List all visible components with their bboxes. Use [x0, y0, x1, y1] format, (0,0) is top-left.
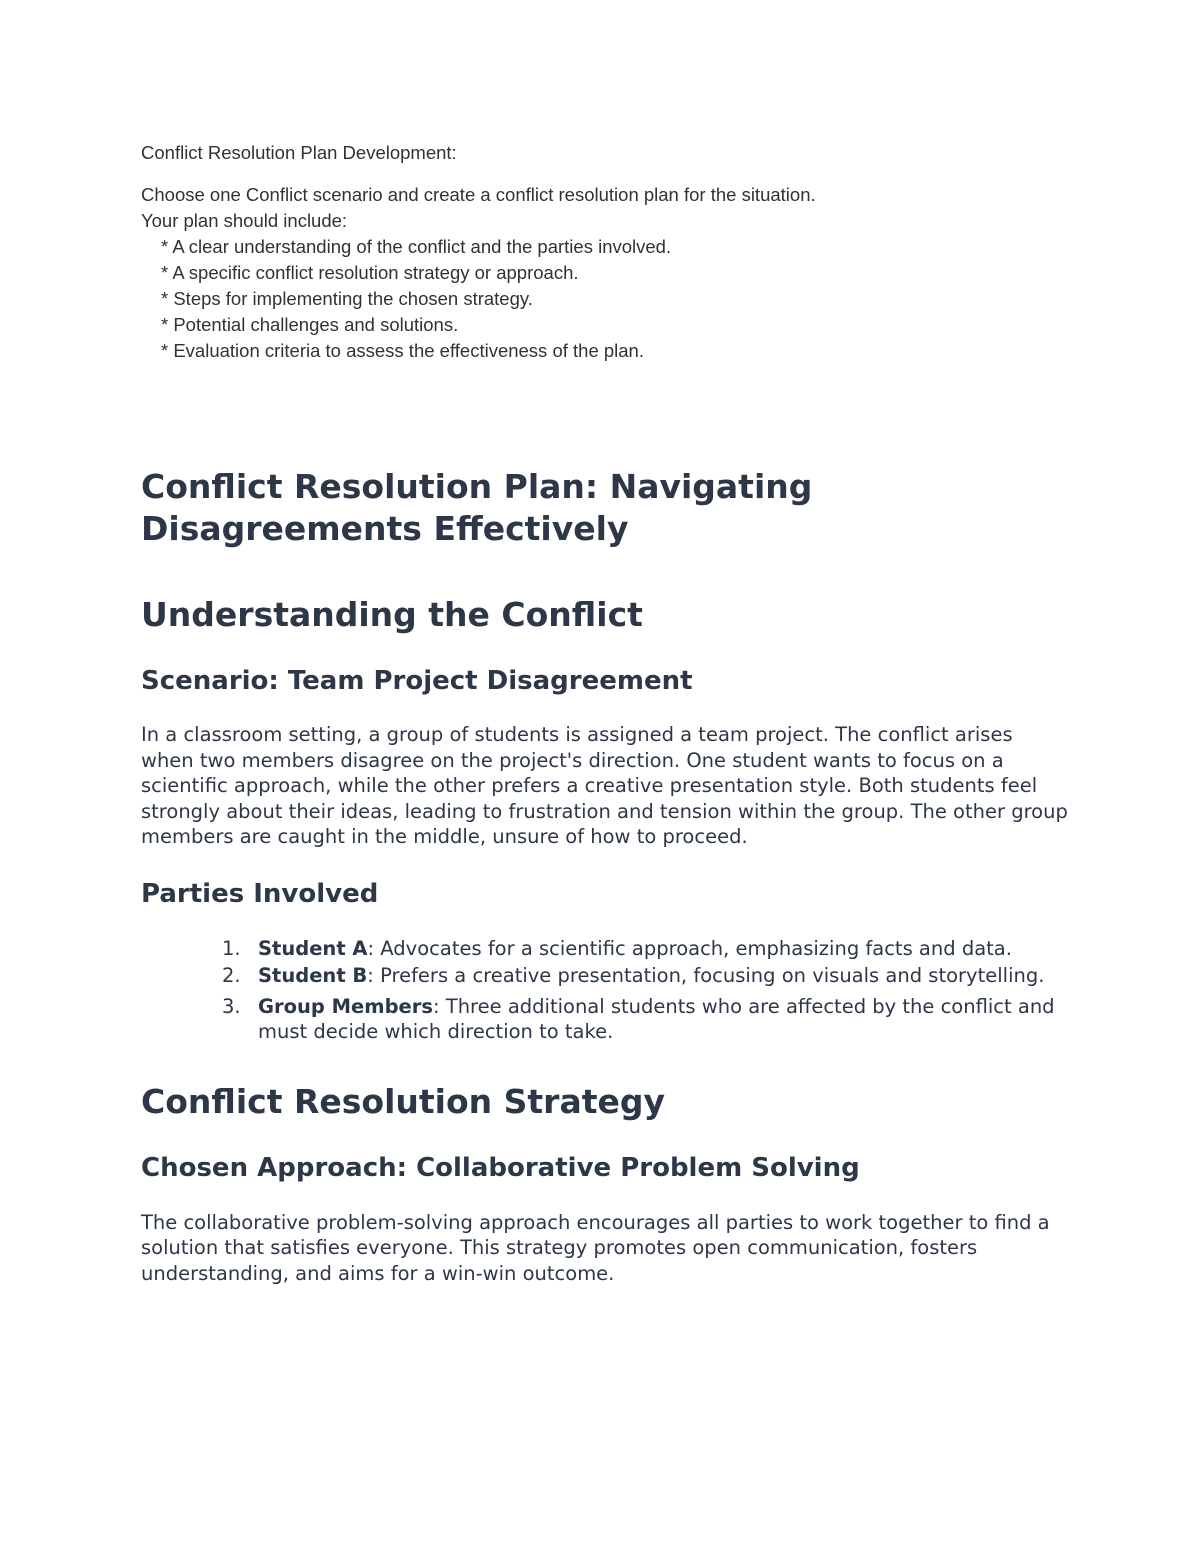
party-name: Group Members — [258, 994, 434, 1018]
prompt-requirements-lead: Your plan should include: — [141, 210, 348, 231]
party-number: 2. — [222, 964, 241, 987]
party-item — [141, 963, 1071, 989]
prompt-requirements-list — [141, 234, 1101, 364]
approach-paragraph: The collaborative problem-solving approach encourages all parties to work together to find a solution that satisfies everyone. This strategy promotes open communication, fosters understanding, and aims for a win-win outcome. — [141, 1210, 1050, 1285]
party-name: Student A — [258, 936, 368, 960]
document-title — [141, 466, 1071, 550]
parties-heading: Parties Involved — [141, 878, 379, 909]
document-title-line-2: Disagreements Effectively — [141, 509, 629, 548]
requirement-item: * Steps for implementing the chosen strategy. — [161, 288, 533, 309]
party-item — [141, 994, 1071, 1045]
parties-list — [141, 936, 1071, 1045]
document-title-line-1: Conflict Resolution Plan: Navigating — [141, 467, 813, 506]
party-description: : Advocates for a scientific approach, emphasizing facts and data. — [367, 936, 1012, 960]
prompt-instruction: Choose one Conflict scenario and create a conflict resolution plan for the situation. — [141, 184, 816, 205]
section-heading-strategy: Conflict Resolution Strategy — [141, 1081, 666, 1121]
scenario-paragraph: In a classroom setting, a group of students is assigned a team project. The conflict arises when two members disagree on the project's direction. One student wants to focus on a scientific approach, while the other prefers a creative presentation style. Both students feel strongly about their ideas, leading to frustration and tension within the group. The other group members are caught in the middle, unsure of how to proceed. — [141, 723, 1068, 848]
requirement-item: * Evaluation criteria to assess the effectiveness of the plan. — [161, 340, 644, 361]
requirement-item: * A specific conflict resolution strategy or approach. — [161, 262, 579, 283]
prompt-title: Conflict Resolution Plan Development: — [141, 142, 457, 163]
party-description: : Prefers a creative presentation, focusing on visuals and storytelling. — [367, 964, 1045, 987]
approach-heading: Chosen Approach: Collaborative Problem Solving — [141, 1152, 860, 1183]
plan-document — [141, 466, 1071, 1286]
party-description: : Three additional students who are affected by the conflict and must decide which direction to take. — [258, 994, 1055, 1043]
party-number: 1. — [222, 936, 241, 960]
section-heading-understanding: Understanding the Conflict — [141, 595, 643, 634]
requirement-item: * A clear understanding of the conflict and the parties involved. — [161, 236, 672, 257]
party-item — [141, 936, 1071, 962]
requirement-item: * Potential challenges and solutions. — [161, 314, 459, 335]
scenario-heading: Scenario: Team Project Disagreement — [141, 666, 693, 696]
assignment-prompt — [141, 140, 1101, 364]
party-name: Student B — [258, 964, 368, 987]
party-number: 3. — [222, 994, 241, 1018]
